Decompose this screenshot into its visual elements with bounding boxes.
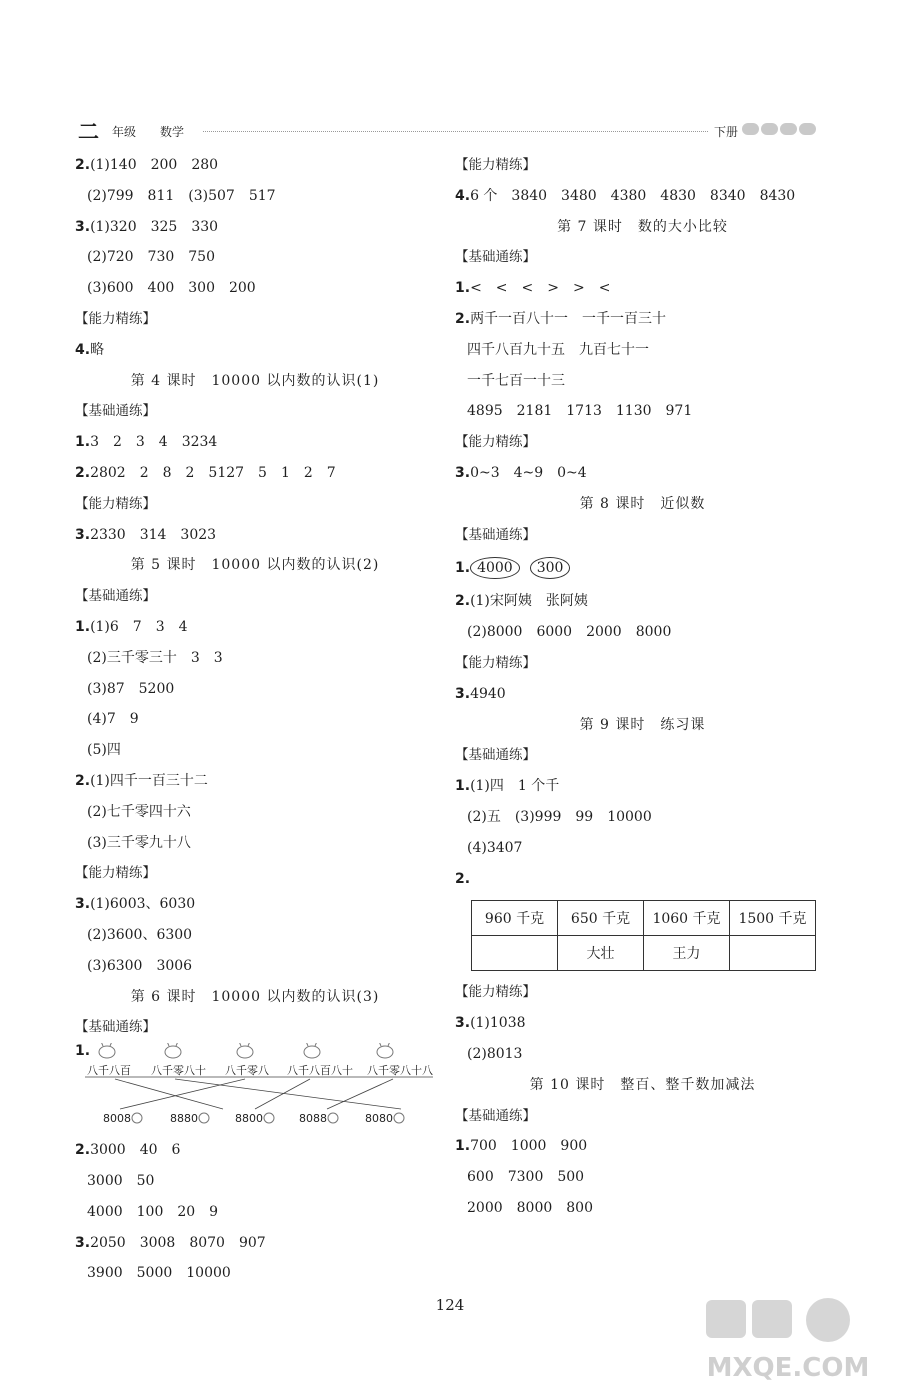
answer-line: 2.3000 40 6 (75, 1142, 181, 1159)
match-bottom-label: 8088 (299, 1112, 327, 1126)
section-label: 【能力精练】 (455, 434, 536, 451)
answer-line: 1.< < < > > < (455, 280, 611, 297)
watermark-logo (688, 1296, 888, 1386)
answer-line: 3.2050 3008 8070 907 (75, 1234, 266, 1251)
left-column (75, 150, 435, 1289)
answer-line: 3.(1)1038 (455, 1015, 526, 1032)
rabbit-icon (99, 1043, 115, 1058)
answer-line: (3)6300 3006 (87, 957, 193, 974)
lesson-title: 第 4 课时 10000 以内数的认识(1) (130, 372, 380, 389)
match-top-label: 八千零八 (225, 1064, 269, 1078)
header-divider (203, 131, 708, 132)
ball-icon (132, 1113, 142, 1123)
section-label: 【基础通练】 (455, 1107, 536, 1124)
match-lines (115, 1079, 401, 1109)
answer-line: (2)3600、6300 (87, 926, 193, 943)
lesson-title: 第 7 课时 数的大小比较 (557, 218, 728, 235)
answer-line: 3900 5000 10000 (87, 1265, 231, 1282)
answer-line: 4895 2181 1713 1130 971 (467, 403, 693, 420)
rabbit-icon (304, 1043, 320, 1058)
answer-line: (2)799 811 (3)507 517 (87, 187, 276, 204)
lesson-title: 第 5 课时 10000 以内数的认识(2) (130, 557, 380, 574)
section-label: 【能力精练】 (75, 495, 156, 512)
table-cell: 王力 (644, 936, 730, 971)
match-top-label: 八千八百八十 (287, 1064, 353, 1078)
right-column (455, 150, 830, 1224)
page-header (78, 120, 818, 142)
circled-answer: 4000 (470, 557, 520, 579)
match-top-label: 八千八百 (87, 1064, 131, 1078)
answer-line: 1.(1)6 7 3 4 (75, 618, 188, 635)
section-label: 【能力精练】 (455, 157, 536, 173)
section-label: 【能力精练】 (455, 654, 536, 671)
answer-line: 1. 4000 300 (455, 550, 830, 586)
match-bottom-label: 8080 (365, 1112, 393, 1126)
table-cell: 650 千克 (558, 901, 644, 936)
match-bottom-label: 8880 (170, 1112, 198, 1126)
section-label: 【基础通练】 (455, 526, 536, 543)
answer-line: 1.(1)四 1 个千 (455, 778, 560, 795)
answer-line: 3.4940 (455, 685, 506, 702)
answer-line: (5)四 (87, 742, 121, 759)
header-decoration-icon (742, 122, 818, 136)
answer-line: 600 7300 500 (467, 1169, 585, 1186)
answer-line: (4)3407 (467, 839, 523, 856)
answer-line: 3.2330 314 3023 (75, 526, 217, 543)
table-cell: 1060 千克 (644, 901, 730, 936)
answer-line: (3)600 400 300 200 (87, 280, 256, 297)
rabbit-icon (377, 1043, 393, 1058)
match-top-label: 八千零八十 (151, 1064, 206, 1078)
section-label: 【基础通练】 (455, 747, 536, 764)
answer-line: 4.略 (75, 341, 105, 358)
ball-icon (328, 1113, 338, 1123)
table-cell (730, 936, 816, 971)
volume-label: 下册 (713, 125, 738, 139)
match-bottom-label: 8008 (103, 1112, 131, 1126)
rabbit-icon (237, 1043, 253, 1058)
weight-table (471, 900, 816, 971)
table-cell: 1500 千克 (730, 901, 816, 936)
lesson-title: 第 9 课时 练习课 (579, 716, 706, 733)
section-label: 【能力精练】 (75, 865, 156, 882)
answer-line: (3)三千零九十八 (87, 834, 191, 851)
table-cell: 大壮 (558, 936, 644, 971)
answer-line: (2)三千零三十 3 3 (87, 649, 223, 666)
section-label: 【基础通练】 (75, 588, 156, 605)
answer-line: (2)五 (3)999 99 10000 (467, 808, 652, 825)
answer-line: (2)七千零四十六 (87, 803, 191, 820)
section-label: 【基础通练】 (455, 249, 536, 266)
answer-line: (3)87 5200 (87, 680, 175, 697)
ball-icon (394, 1113, 404, 1123)
answer-line: 3000 50 (87, 1172, 155, 1189)
answer-line: (4)7 9 (87, 711, 139, 728)
page-number: 124 (435, 1296, 465, 1314)
answer-line: 四千八百九十五 九百七十一 (467, 341, 649, 358)
answer-line: 2.(1)宋阿姨 张阿姨 (455, 593, 588, 610)
answer-line: (2)8000 6000 2000 8000 (467, 624, 672, 641)
lesson-title: 第 6 课时 10000 以内数的认识(3) (130, 988, 380, 1005)
match-top-label: 八千零八十八 (367, 1064, 433, 1078)
grade-label: 年级 (112, 125, 137, 139)
section-label: 【能力精练】 (75, 310, 156, 327)
answer-line: 3.(1)6003、6030 (75, 896, 196, 913)
section-label: 【基础通练】 (75, 1019, 156, 1036)
lesson-title: 第 10 课时 整百、整千数加减法 (529, 1076, 756, 1093)
answer-line: 2.(1)四千一百三十二 (75, 772, 208, 789)
answer-line: 2.两千一百八十一 一千一百三十 (455, 310, 667, 327)
grade-number: 二 (78, 120, 99, 144)
match-bottom-label: 8800 (235, 1112, 263, 1126)
answer-line: (2)720 730 750 (87, 249, 215, 266)
table-cell (472, 936, 558, 971)
matching-exercise (75, 1043, 435, 1135)
answer-line: 2.(1)140 200 280 (75, 157, 219, 173)
answer-line: 2000 8000 800 (467, 1199, 593, 1216)
matching-diagram (75, 1043, 435, 1135)
answer-line: 4.6 个 3840 3480 4380 4830 8340 8430 (455, 187, 796, 204)
answer-line: 3.(1)320 325 330 (75, 218, 219, 235)
watermark-text: MXQE.COM (706, 1353, 870, 1383)
circled-answer: 300 (530, 557, 571, 579)
subject-label: 数学 (160, 125, 185, 139)
answer-line: 4000 100 20 9 (87, 1203, 219, 1220)
answer-line: 3.0~3 4~9 0~4 (455, 464, 587, 481)
ball-icon (199, 1113, 209, 1123)
section-label: 【基础通练】 (75, 403, 156, 420)
question-number: 1. (75, 1043, 91, 1060)
answer-line: 2. (455, 870, 471, 887)
rabbit-icon (165, 1043, 181, 1058)
ball-icon (264, 1113, 274, 1123)
answer-line: 1.700 1000 900 (455, 1138, 588, 1155)
table-cell: 960 千克 (472, 901, 558, 936)
answer-line: (2)8013 (467, 1045, 523, 1062)
answer-line: 2.2802 2 8 2 5127 5 1 2 7 (75, 464, 336, 481)
section-label: 【能力精练】 (455, 984, 536, 1001)
lesson-title: 第 8 课时 近似数 (579, 495, 706, 512)
answer-line: 一千七百一十三 (467, 372, 565, 389)
answer-line: 1.3 2 3 4 3234 (75, 434, 218, 451)
